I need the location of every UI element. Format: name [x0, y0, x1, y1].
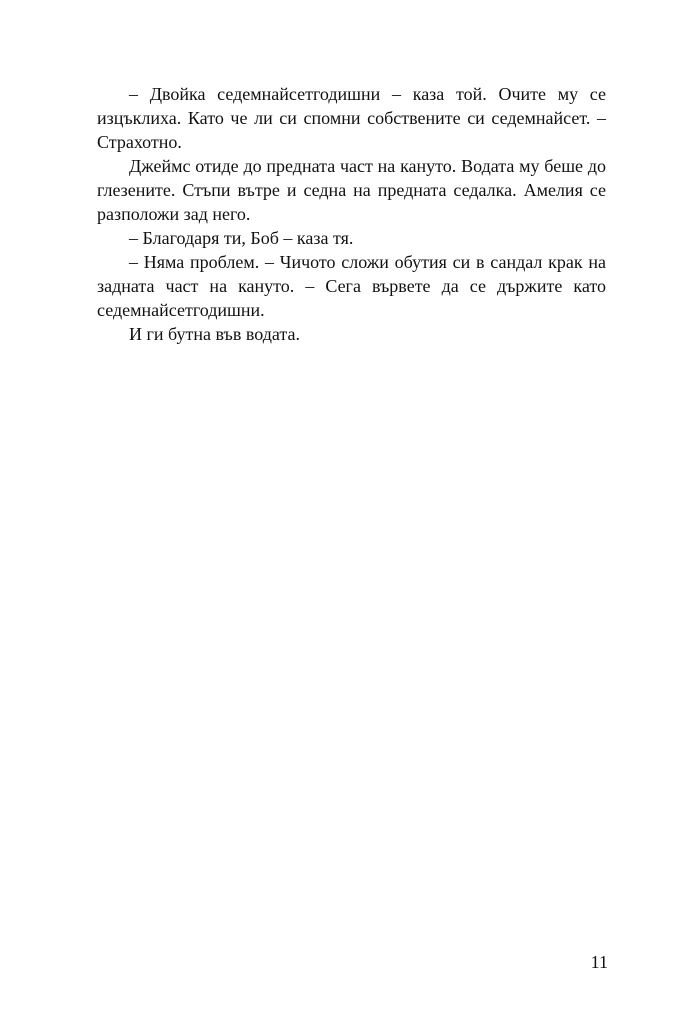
page-text — [97, 82, 606, 346]
paragraph-5: И ги бутна във водата. — [129, 324, 300, 344]
paragraph-3: – Благодаря ти, Боб – каза тя. — [129, 228, 354, 248]
paragraph-1: – Двойка седемнайсетгодишни – каза той. Очите му се изцъклиха. Като че ли си спомни собствените си седемнайсет. – Страхотно. — [97, 84, 606, 152]
paragraph-4: – Няма проблем. – Чичото сложи обутия си в сандал крак на задната част на кануто. – Сега вървете да се държите като седемнайсетгодишни. — [97, 252, 606, 320]
page-number: 11 — [590, 952, 608, 972]
paragraph-2: Джеймс отиде до предната част на кануто. Водата му беше до глезените. Стъпи вътре и седна на предната седалка. Амелия се разположи зад него. — [97, 156, 606, 224]
